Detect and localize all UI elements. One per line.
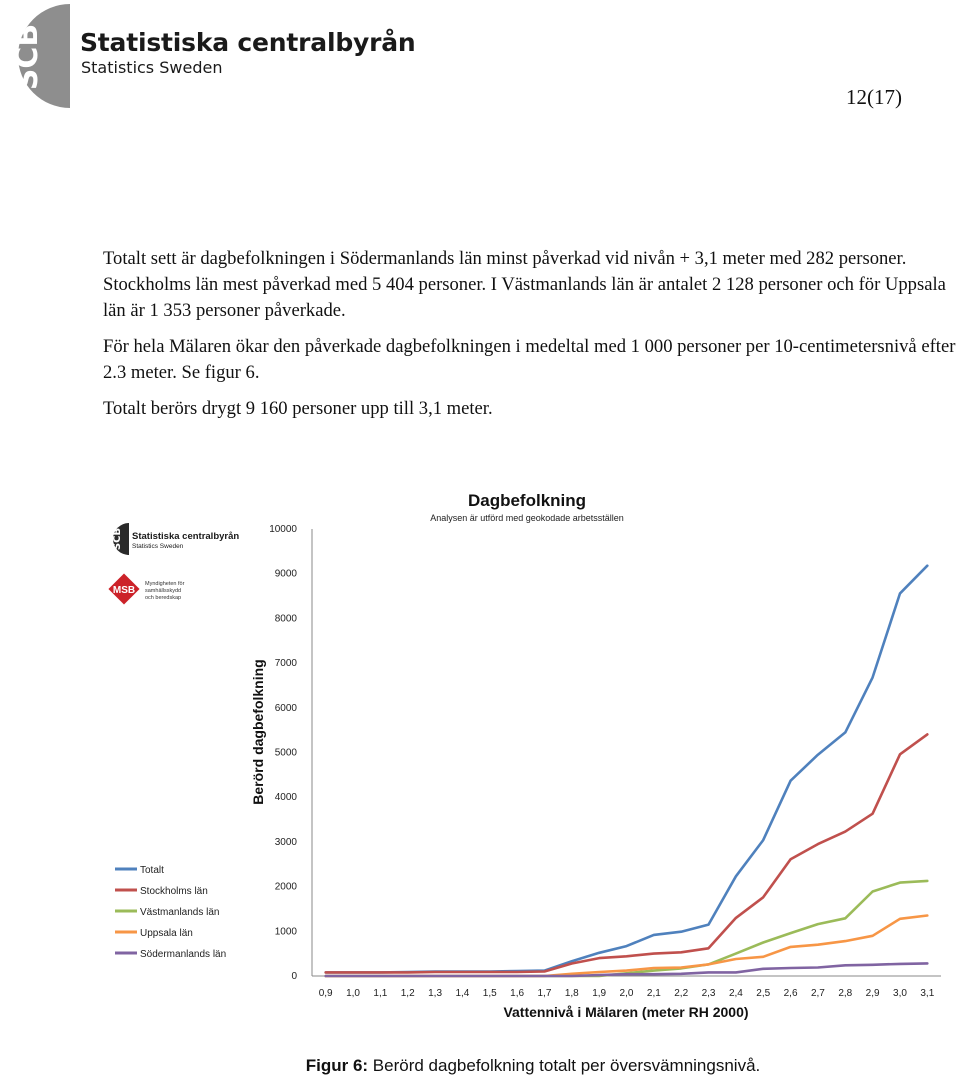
y-ticks [269, 524, 297, 982]
x-tick-label: 1,0 [346, 988, 360, 999]
x-tick-label: 0,9 [318, 988, 333, 999]
x-tick-label: 1,8 [564, 988, 579, 999]
msb-logo-line2: samhällsskydd [145, 588, 182, 594]
x-tick-label: 1,6 [510, 988, 525, 999]
caption-text: Berörd dagbefolkning totalt per översvämningsnivå. [368, 1056, 761, 1075]
x-tick-label: 1,5 [482, 988, 497, 999]
figure-caption [0, 1056, 960, 1076]
caption-label: Figur 6: [305, 1056, 369, 1075]
x-tick-label: 1,7 [537, 988, 552, 999]
series-lines [326, 566, 928, 976]
org-name-en: Statistics Sweden [81, 58, 223, 77]
msb-logo-mark: MSB [112, 585, 136, 596]
y-axis-label: Berörd dagbefolkning [250, 659, 266, 805]
x-tick-label: 2,9 [865, 988, 880, 999]
y-tick-label: 5000 [274, 747, 297, 759]
x-tick-label: 1,3 [428, 988, 443, 999]
x-tick-label: 1,9 [592, 988, 607, 999]
y-tick-label: 3000 [274, 836, 297, 848]
x-axis-label: Vattennivå i Mälaren (meter RH 2000) [503, 1004, 749, 1020]
x-tick-label: 3,1 [920, 988, 935, 999]
x-tick-label: 1,2 [400, 988, 415, 999]
paragraph: För hela Mälaren ökar den påverkade dagbefolkningen i medeltal med 1 000 personer per 10-centimetersnivå efter 2.3 meter. Se figur 6. [103, 336, 956, 383]
series-line [326, 734, 928, 972]
scb-small-logo-monogram: SCB [112, 527, 123, 551]
x-tick-label: 2,4 [728, 988, 743, 999]
x-tick-label: 2,1 [646, 988, 661, 999]
scb-logo-icon [0, 2, 76, 110]
body-text [103, 246, 960, 432]
y-tick-label: 1000 [274, 926, 297, 938]
x-tick-label: 2,5 [756, 988, 771, 999]
chart-title: Dagbefolkning [467, 491, 587, 510]
legend-label: Stockholms län [140, 886, 208, 897]
legend [115, 865, 226, 960]
y-tick-label: 2000 [274, 881, 297, 893]
x-tick-label: 3,0 [893, 988, 907, 999]
x-tick-label: 2,3 [701, 988, 716, 999]
legend-label: Södermanlands län [140, 949, 227, 960]
scb-small-logo-name: Statistiska centralbyrån [132, 531, 240, 542]
x-tick-label: 1,1 [373, 988, 388, 999]
y-tick-label: 4000 [274, 792, 297, 804]
x-tick-label: 1,4 [455, 988, 470, 999]
y-tick-label: 10000 [269, 524, 297, 535]
x-tick-label: 2,7 [810, 988, 825, 999]
series-line [326, 881, 928, 976]
msb-logo [108, 573, 184, 604]
legend-label: Uppsala län [140, 928, 193, 939]
page-header [0, 0, 960, 120]
y-tick-label: 8000 [274, 613, 297, 625]
y-tick-label: 0 [291, 971, 297, 982]
x-ticks [319, 988, 935, 999]
scb-small-logo-name-en: Statistics Sweden [132, 543, 184, 550]
series-line [326, 566, 928, 973]
org-name: Statistiska centralbyrån [80, 28, 416, 57]
x-tick-label: 2,2 [674, 988, 689, 999]
y-tick-label: 9000 [274, 568, 297, 580]
scb-small-logo [112, 523, 239, 555]
line-chart [95, 480, 960, 1035]
chart-subtitle: Analysen är utförd med geokodade arbetsställen [430, 513, 624, 523]
y-tick-label: 7000 [274, 658, 297, 670]
legend-label: Västmanlands län [140, 907, 220, 918]
figure-6 [95, 480, 960, 1035]
scb-logo-monogram: SCB [10, 23, 45, 91]
x-tick-label: 2,6 [783, 988, 798, 999]
msb-logo-line1: Myndigheten för [145, 581, 185, 587]
x-tick-label: 2,8 [838, 988, 853, 999]
page-number: 12(17) [846, 85, 902, 109]
paragraph: Totalt sett är dagbefolkningen i Södermanlands län minst påverkad vid nivån + 3,1 meter med 282 personer. Stockholms län mest påverkad med 5 404 personer. I Västmanlands län är antalet 2 128 personer och för Uppsala län är 1 353 personer påverkade. [103, 248, 946, 321]
legend-label: Totalt [140, 865, 164, 876]
msb-logo-line3: och beredskap [145, 595, 182, 601]
paragraph: Totalt berörs drygt 9 160 personer upp till 3,1 meter. [103, 398, 493, 419]
x-tick-label: 2,0 [619, 988, 634, 999]
y-tick-label: 6000 [274, 702, 297, 714]
